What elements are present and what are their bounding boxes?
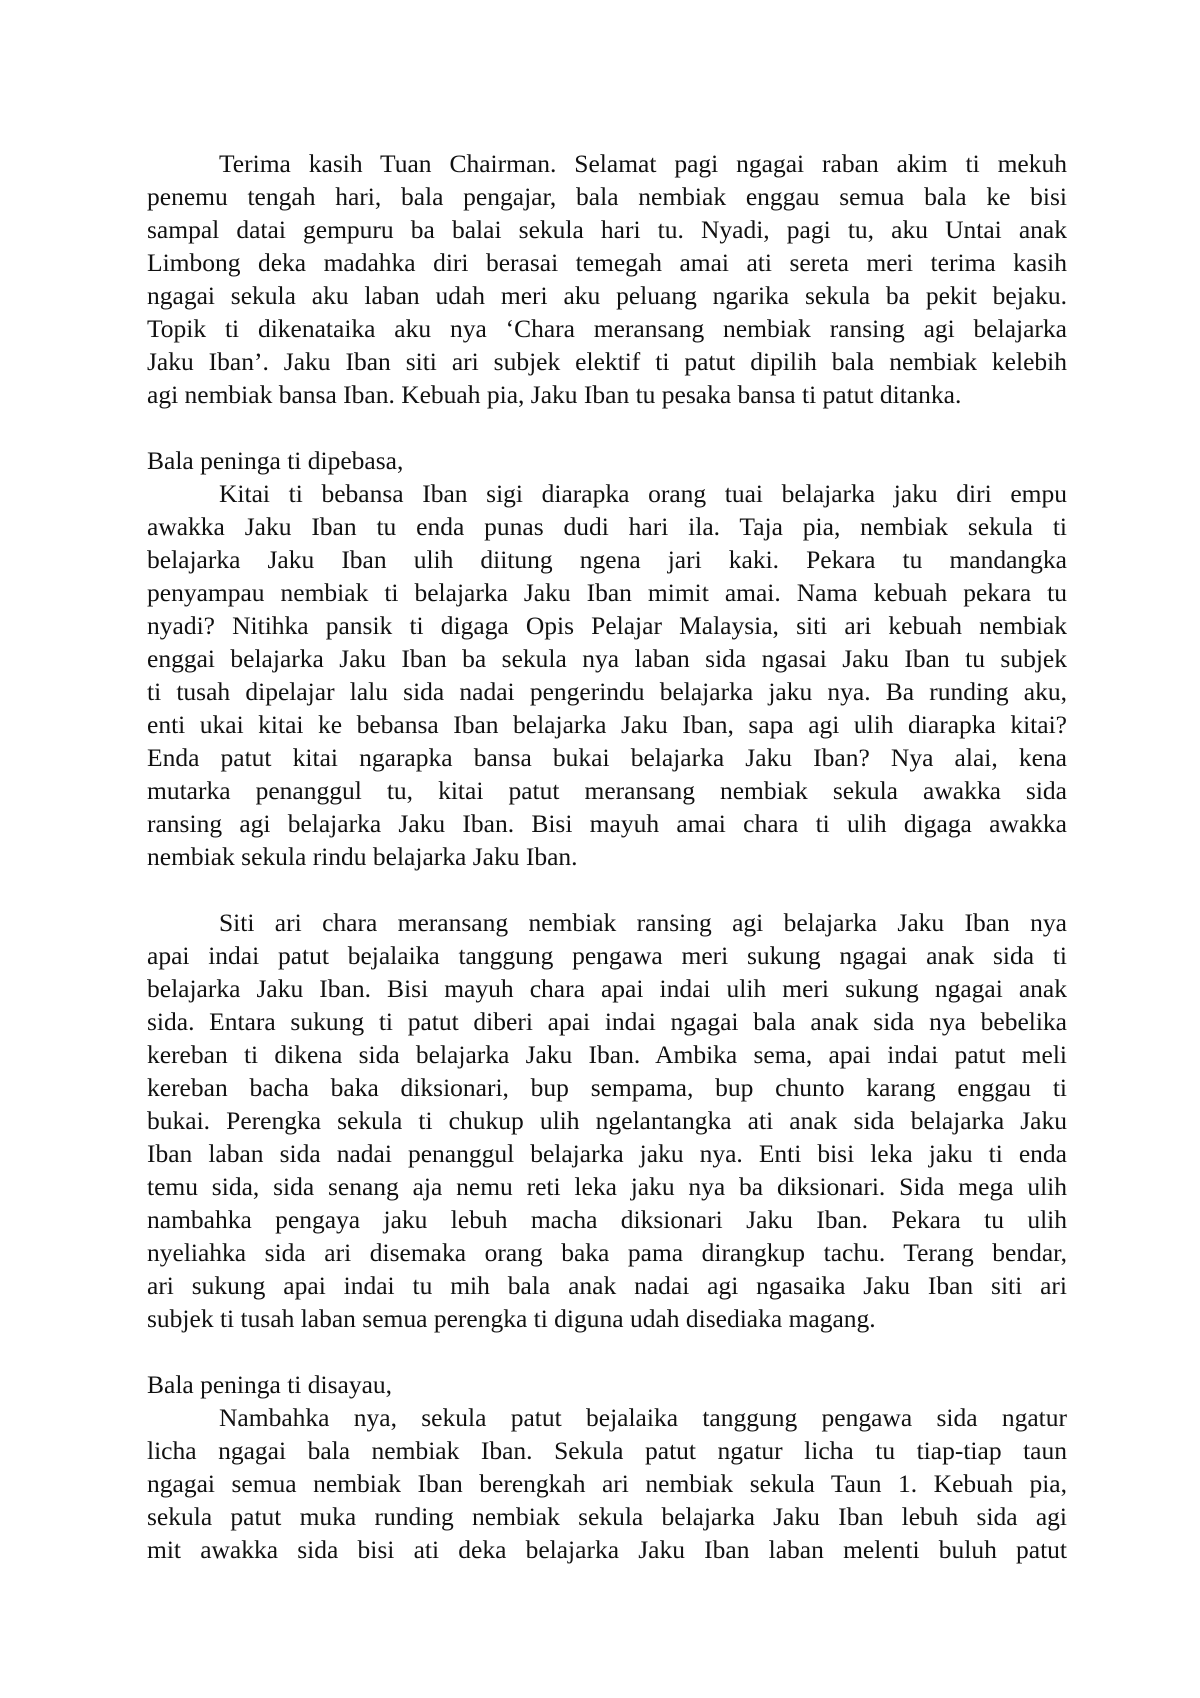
text-line: ransing agi belajarka Jaku Iban. Bisi mayuh amai chara ti ulih digaga awakka — [147, 809, 1067, 838]
text-line: nambahka pengaya jaku lebuh macha diksionari Jaku Iban. Pekara tu ulih — [147, 1205, 1067, 1234]
text-line: ari sukung apai indai tu mih bala anak nadai agi ngasaika Jaku Iban siti ari — [147, 1271, 1067, 1300]
text-line: Kitai ti bebansa Iban sigi diarapka orang tuai belajarka jaku diri empu — [219, 479, 1067, 508]
text-line: penemu tengah hari, bala pengajar, bala nembiak enggau semua bala ke bisi — [147, 182, 1067, 211]
text-line: Terima kasih Tuan Chairman. Selamat pagi ngagai raban akim ti mekuh — [219, 149, 1067, 178]
salutation: Bala peninga ti disayau, — [147, 1370, 393, 1399]
text-line: awakka Jaku Iban tu enda punas dudi hari ila. Taja pia, nembiak sekula ti — [147, 512, 1067, 541]
text-line: sekula patut muka runding nembiak sekula belajarka Jaku Iban lebuh sida agi — [147, 1502, 1067, 1531]
text-line: nyadi? Nitihka pansik ti digaga Opis Pelajar Malaysia, siti ari kebuah nembiak — [147, 611, 1067, 640]
text-line: apai indai patut bejalaika tanggung pengawa meri sukung ngagai anak sida ti — [147, 941, 1067, 970]
text-line: ti tusah dipelajar lalu sida nadai pengerindu belajarka jaku nya. Ba runding aku, — [147, 677, 1067, 706]
text-line: belajarka Jaku Iban ulih diitung ngena jari kaki. Pekara tu mandangka — [147, 545, 1067, 574]
text-line: agi nembiak bansa Iban. Kebuah pia, Jaku Iban tu pesaka bansa ti patut ditanka. — [147, 380, 962, 409]
salutation: Bala peninga ti dipebasa, — [147, 446, 404, 475]
text-line: ngagai sekula aku laban udah meri aku peluang ngarika sekula ba pekit bejaku. — [147, 281, 1067, 310]
text-line: Jaku Iban’. Jaku Iban siti ari subjek elektif ti patut dipilih bala nembiak kelebih — [147, 347, 1067, 376]
text-line: penyampau nembiak ti belajarka Jaku Iban mimit amai. Nama kebuah pekara tu — [147, 578, 1067, 607]
text-line: temu sida, sida senang aja nemu reti leka jaku nya ba diksionari. Sida mega ulih — [147, 1172, 1067, 1201]
text-line: Limbong deka madahka diri berasai temegah amai ati sereta meri terima kasih — [147, 248, 1067, 277]
text-line: sida. Entara sukung ti patut diberi apai indai ngagai bala anak sida nya bebelika — [147, 1007, 1067, 1036]
text-line: Siti ari chara meransang nembiak ransing agi belajarka Jaku Iban nya — [219, 908, 1067, 937]
text-line: sampal datai gempuru ba balai sekula hari tu. Nyadi, pagi tu, aku Untai anak — [147, 215, 1067, 244]
text-line: subjek ti tusah laban semua perengka ti diguna udah disediaka magang. — [147, 1304, 876, 1333]
text-line: enggai belajarka Jaku Iban ba sekula nya laban sida ngasai Jaku Iban tu subjek — [147, 644, 1067, 673]
text-line: Enda patut kitai ngarapka bansa bukai belajarka Jaku Iban? Nya alai, kena — [147, 743, 1067, 772]
text-line: Iban laban sida nadai penanggul belajarka jaku nya. Enti bisi leka jaku ti enda — [147, 1139, 1067, 1168]
text-line: enti ukai kitai ke bebansa Iban belajarka Jaku Iban, sapa agi ulih diarapka kitai? — [147, 710, 1067, 739]
text-line: kereban bacha baka diksionari, bup sempama, bup chunto karang enggau ti — [147, 1073, 1067, 1102]
text-line: nembiak sekula rindu belajarka Jaku Iban. — [147, 842, 578, 871]
paragraph-2 — [147, 444, 1067, 873]
paragraph-3 — [147, 906, 1067, 1335]
text-line: Nambahka nya, sekula patut bejalaika tanggung pengawa sida ngatur — [219, 1403, 1067, 1432]
text-line: belajarka Jaku Iban. Bisi mayuh chara apai indai ulih meri sukung ngagai anak — [147, 974, 1067, 1003]
paragraph-intro — [147, 147, 1067, 411]
text-line: nyeliahka sida ari disemaka orang baka pama dirangkup tachu. Terang bendar, — [147, 1238, 1067, 1267]
text-line: mit awakka sida bisi ati deka belajarka Jaku Iban laban melenti buluh patut — [147, 1535, 1067, 1564]
text-line: Topik ti dikenataika aku nya ‘Chara meransang nembiak ransing agi belajarka — [147, 314, 1067, 343]
document-body — [147, 147, 1067, 1566]
text-line: ngagai semua nembiak Iban berengkah ari nembiak sekula Taun 1. Kebuah pia, — [147, 1469, 1067, 1498]
text-line: bukai. Perengka sekula ti chukup ulih ngelantangka ati anak sida belajarka Jaku — [147, 1106, 1067, 1135]
text-line: licha ngagai bala nembiak Iban. Sekula patut ngatur licha tu tiap-tiap taun — [147, 1436, 1067, 1465]
paragraph-4 — [147, 1368, 1067, 1566]
text-line: mutarka penanggul tu, kitai patut meransang nembiak sekula awakka sida — [147, 776, 1067, 805]
text-line: kereban ti dikena sida belajarka Jaku Iban. Ambika sema, apai indai patut meli — [147, 1040, 1067, 1069]
